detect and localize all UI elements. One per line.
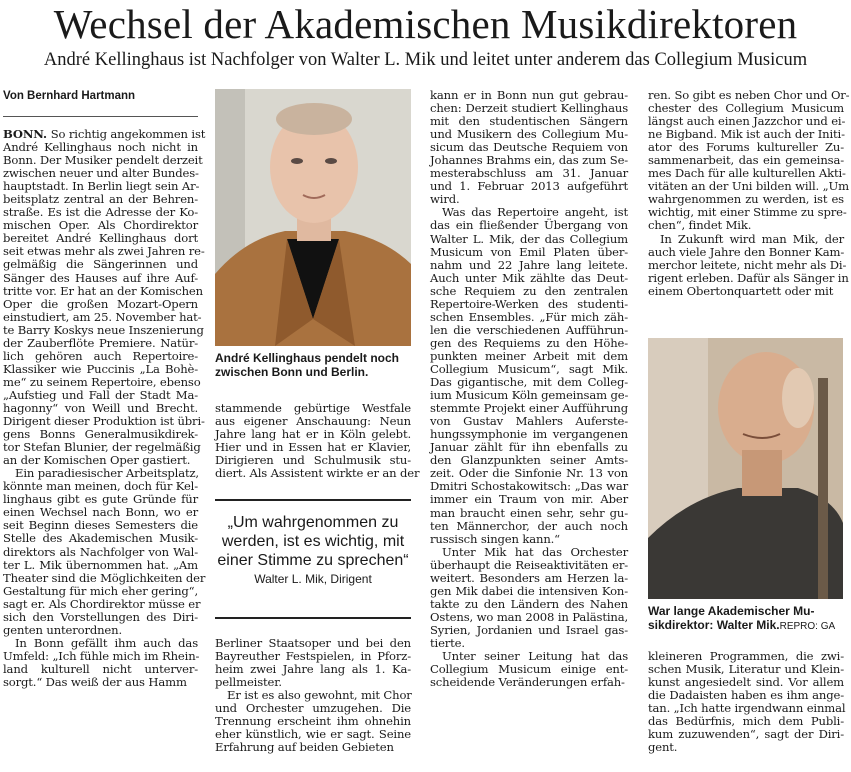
text-line: stemmte Projekt einer Aufführung [430,401,628,416]
text-line: takte zu den Ländern des Nahen [430,596,628,611]
text-line: ter L. Mik übernommen hat. „Am [3,557,198,572]
caption-line: sikdirektor: Walter Mik. [648,618,780,632]
text-line: überhaupt die Reiseaktivitäten er- [430,557,628,572]
text-line: gent. [648,740,678,755]
text-line: Musicum von Emil Platen über- [430,244,628,259]
text-line: Dmitri Schostakowitsch: „Das war [430,479,628,494]
quote-line: einer Stimme zu sprechen“ [217,552,409,569]
text-line: gen des Requiems zu den Höhe- [430,335,628,350]
text-line: russisch singen kann.“ [430,531,560,546]
text-line: wichtig, mit einer Stimme zu spre- [648,205,847,220]
photo-walter-mik [648,338,843,599]
text-line: den Glanzpunkten seiner Amts- [430,453,628,468]
text-line: könnte man meinen, doch für Kel- [3,479,198,494]
quote-line: werden, ist es wichtig, mit [221,533,405,550]
text-line: das Bedürfnis, mich dem Publi- [648,714,844,729]
text-line: zwischen neuer und alter Bundes- [3,166,199,181]
text-line: Hier und in Essen hat er Klavier, [215,440,411,455]
byline-divider [3,116,198,117]
headline: Wechsel der Akademischen Musikdirektoren [53,1,798,47]
text-line: schen Ensembles. „Für mich zäh- [430,309,628,324]
text-line: hagonny“ von Weill und Brecht. [3,400,198,415]
text-line: tan. „Ich hatte irgendwann einmal [648,701,846,716]
text-line: ren. So gibt es neben Chor und Or- [648,88,850,102]
text-line: immer ein Traum von mir. Aber [430,492,628,507]
text-line: mes Dach für alle kulturellen Akti- [648,166,846,181]
text-line: Das gigantische, mit dem Colleg- [430,375,628,390]
text-line: auch viele Jahre den Bonner Kam- [648,244,845,259]
text-line: Bonn. Der Musiker pendelt derzeit [3,153,203,168]
text-line: „Aufstieg und Fall der Stadt Ma- [3,387,198,402]
text-line: Oper die großen Mozart-Opern [3,296,198,311]
text-line: Syrien, Jordanien und Israel gas- [430,622,628,637]
text-line: Berliner Staatsoper und bei den [215,636,411,650]
text-line: Januar zählt für ihn ebenfalls zu [430,440,628,455]
text-line: Ein paradiesischer Arbeitsplatz, [15,466,199,481]
text-line: scheidende Veränderungen erfah- [430,675,625,690]
text-line: der Zauberflöte Premiere. Natür- [3,335,198,350]
text-line: aus eigener Anschauung: Neun [215,414,411,429]
text-line: sche Requiem zu den zentralen [430,283,628,298]
text-line: mit den studentischen Sängern [430,114,628,129]
text-fragment: So richtig angekommen ist [50,127,206,141]
text-line: seit etwas mehr als zwei Jahren re- [3,244,205,259]
text-line: rigent erleben. Dafür als Sänger in [648,270,849,285]
text-line: chen“, findet Mik. [648,218,752,233]
text-line: Jahre lang hat er in Köln gelebt. [215,427,411,442]
text-line: Gestaltung für mich eher gering“, [3,583,198,598]
text-line: lich gehören auch Repertoire- [3,348,198,363]
portrait-illustration [215,89,411,346]
text-line: man braucht einen sehr, sehr gu- [430,505,628,520]
text-line: stammende gebürtige Westfale [215,401,411,415]
text-line: Auch unter Mik zählte das Deut- [430,270,628,285]
text-line: gelmäßig die Sängerinnen und [3,257,198,272]
text-line: Theater sind die Möglichkeiten der [3,570,206,585]
text-line: pellmeister. [215,675,282,690]
text-line: Umfeld: „Ich fühle mich im Rhein- [3,648,200,663]
text-line: Unter Mik hat das Orchester [442,544,628,559]
caption-line: zwischen Bonn und Berlin. [215,365,369,379]
text-line: tor Stefan Blunier, der regelmäßig [3,440,201,455]
text-line: hungssymphonie im vergangenen [430,427,628,442]
text-line: gen Mik dabei die intensiven Kon- [430,583,628,598]
caption-line: André Kellinghaus pendelt noch [215,351,400,365]
text-line: eher künstlich, wie er sagt. Seine [215,727,411,742]
text-line: linghaus gibt es gute Gründe für [3,492,198,507]
quote-text [215,513,411,570]
text-line: sorgt.“ Das weiß der aus Hamm [3,674,187,689]
article-column-4-bottom [648,650,844,754]
quote-rule-top [215,499,411,501]
text-line: Ostens, wo man 2008 in Palästina, [430,609,628,624]
text-line: kunst angesiedelt sind. Vor allem [648,675,844,690]
text-line: sagt er. Als Chordirektor müsse er [3,596,201,611]
text-line: weitert. Besonders am Herzen la- [430,570,628,585]
text-line: längst auch einen Jazzchor und ei- [648,114,846,129]
text-line: ten Männerchor, der auch noch [430,518,628,533]
text-line: vitäten an der Uni bilden will. „Um [648,179,849,194]
article-column-4-top [648,88,850,298]
text-line: Stelle des Akademischen Musik- [3,531,198,546]
article-column-1 [3,127,206,689]
text-line: Trennung erscheint ihm ohnehin [215,714,411,729]
text-line: das ein fließender Übergang von [430,218,628,233]
photo-caption-mik [648,604,848,634]
text-line: Johannes Brahms ein, das zum Se- [430,153,629,168]
text-line: einen Wechsel nach Bonn, wo er [3,505,198,520]
photo-caption-kellinghaus [215,351,415,379]
caption-line: War lange Akademischer Mu- [648,604,815,618]
text-line: seit Beginn dieses Semesters die [3,518,198,533]
dateline: BONN. [3,127,51,141]
text-line: Er ist es also gewohnt, mit Chor [227,688,412,703]
quote-author: Walter L. Mik, Dirigent [254,572,372,586]
text-line: merchor leitete, nicht mehr als Di- [648,257,847,272]
text-line: kann er in Bonn nun gut gebrau- [430,88,628,102]
text-line: gens Bonns Generalmusikdirek- [3,427,198,442]
text-line: len die verschiedenen Aufführun- [430,322,628,337]
article-column-2-top [215,401,420,481]
text-line: sammenarbeit, das ein gemeinsa- [648,153,844,168]
text-line: punkten meiner Arbeit mit dem [430,348,628,363]
photo-andre-kellinghaus [215,89,411,346]
text-line: kum zuzuwenden“, sagt der Diri- [648,727,844,742]
quote-line: „Um wahrgenommen zu [227,514,399,531]
quote-rule-bottom [215,617,411,619]
subheadline: André Kellinghaus ist Nachfolger von Walter L. Mik und leitet unter anderem das Collegium Musicum [43,50,808,70]
article-column-3 [430,89,628,689]
photo-credit: REPRO: GA [779,621,836,632]
text-line: land kulturell nicht unterver- [3,661,198,676]
text-line: wahrgenommen zu werden, ist es [648,192,844,207]
text-line: und 1. Februar 2013 aufgeführt [430,179,628,194]
text-line: Bayreuther Festspielen, in Pforz- [215,649,411,664]
text-line: sich den Vorstellungen des Diri- [3,609,198,624]
text-line: und Orchester umzugehen. Die [215,701,411,716]
text-line: direktors als Nachfolger von Wal- [3,544,198,559]
text-line: einem Obertonquartett oder mit [648,283,834,298]
text-line: Erfahrung auf beiden Gebieten [215,740,394,755]
text-line: Unter seiner Leitung hat das [442,649,628,664]
text-line: mischen Oper. Als Chordirektor [3,218,198,233]
text-line: me“ zu seinem Repertoire, ebenso [3,374,201,389]
text-line: bereitet André Kellinghaus dort [3,231,198,246]
text-line: die Dadaisten haben es ihm ange- [648,688,844,703]
byline: Von Bernhard Hartmann [3,90,136,102]
text-line: und Musikern des Collegium Mu- [430,127,628,142]
text-line: von Gustav Mahlers Auferste- [430,414,628,429]
text-line: Walter L. Mik, der das Collegium [430,231,628,246]
text-line: sicum das Deutsche Requiem von [430,140,628,155]
text-line: te Barry Koskys neue Inszenierung [3,322,204,337]
text-line: In Bonn gefällt ihm auch das [15,635,198,650]
text-line: nahm und 22 Jahre lang leitete. [430,257,628,272]
text-line: an der Komischen Oper gastiert. [3,453,191,468]
text-line: hauptstadt. In Berlin liegt sein Ar- [3,179,200,194]
text-line: In Zukunft wird man Mik, der [660,231,844,246]
text-line: Dirigent dieser Produktion ist übri- [3,414,205,429]
text-line: schen Musik, Literatur und Klein- [648,662,844,677]
text-line: heim zwei Jahre lang als 1. Ka- [215,662,411,677]
text-line: chen: Derzeit studiert Kellinghaus [430,101,628,116]
text-line: Repertoire-Werken des studenti- [430,296,628,311]
text-line: Was das Repertoire angeht, ist [442,205,628,220]
text-line: einstudiert, am 25. November hat- [3,309,202,324]
text-line: beitsplatz zentral an der Behren- [3,192,198,207]
text-line: tierte. [430,635,465,650]
text-line: Klassiker wie Puccinis „La Bohè- [3,361,198,376]
text-line: straße. Es ist die Adresse der Ko- [3,205,198,220]
text-line: kleineren Programmen, die zwi- [648,649,844,663]
article-column-2-bottom [215,637,411,754]
text-line: mesterabschluss am 31. Januar [430,166,628,181]
portrait-illustration [648,338,843,599]
text-line: wird. [430,192,460,207]
text-line: Dirigieren und Schulmusik stu- [215,453,411,468]
text-line: ium Musicum Köln gemeinsam ge- [430,388,629,403]
text-line: Collegium Musicum“, sagt Mik. [430,361,628,376]
text-line: tritte vor. Er hat an der Komischen [3,283,203,298]
text-line: Sänger des Hauses auf ihre Auf- [3,270,198,285]
text-line: genten unterordnen. [3,622,122,637]
pull-quote [215,499,411,619]
text-line: André Kellinghaus noch nicht in [3,140,198,155]
text-line: zeit. Oder die Sinfonie Nr. 13 von [430,466,628,481]
text-line: diert. Als Assistent wirkte er an der [215,466,420,481]
text-line: ne Bigband. Mik ist auch der Initi- [648,127,845,142]
text-line: Collegium Musicum einige ent- [430,662,628,677]
text-line: ator des Forums kultureller Zu- [648,140,844,155]
text-line: chester des Collegium Musicum [648,101,844,116]
